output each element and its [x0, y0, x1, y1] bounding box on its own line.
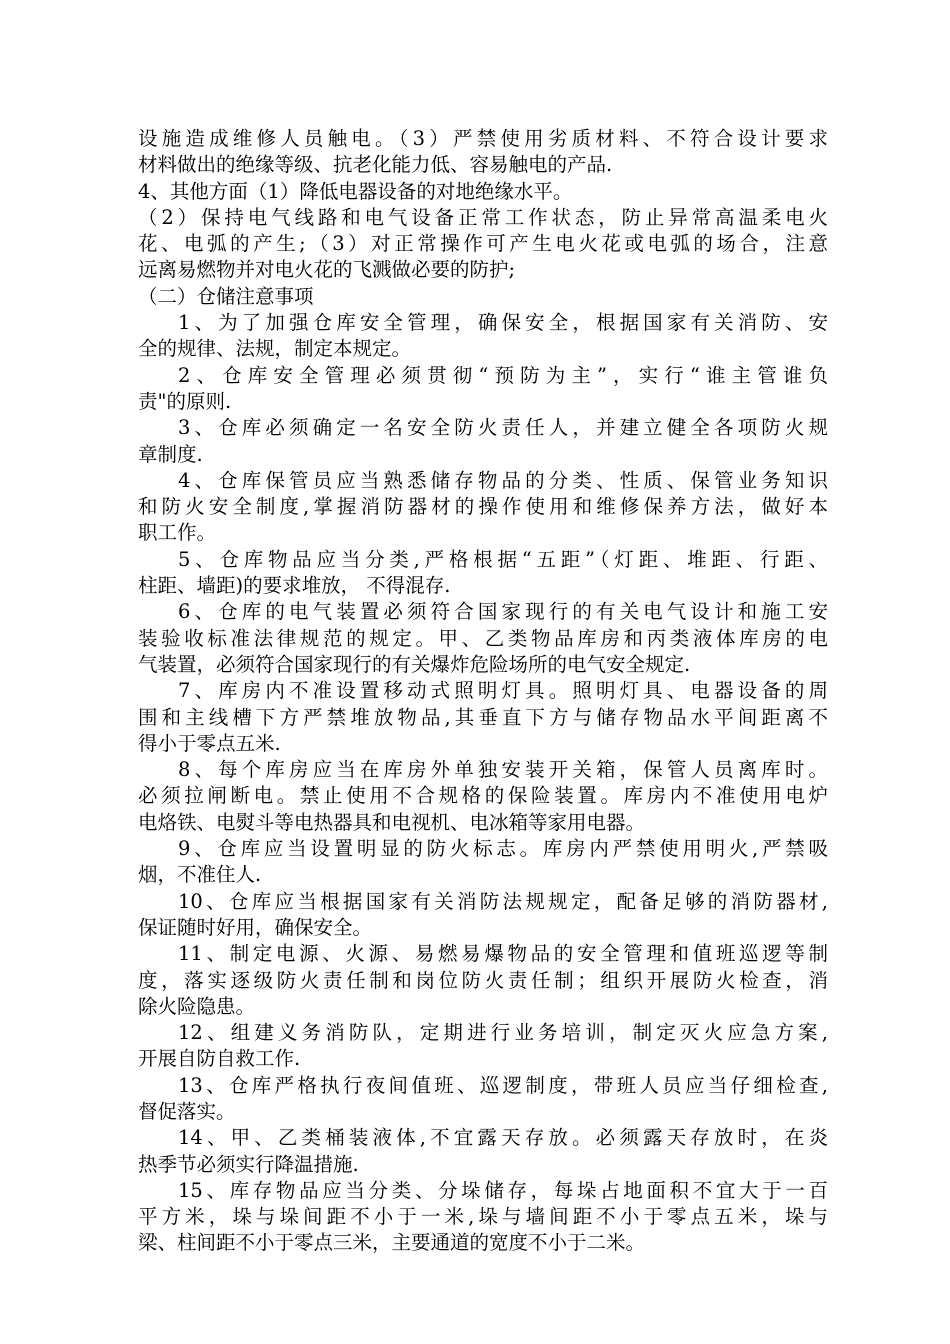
text-line: （二）仓储注意事项 — [138, 284, 314, 308]
text-line: 除火险隐患。 — [138, 994, 256, 1018]
text-line: 度，落实逐级防火责任制和岗位防火责任制；组织开展防火检查，消 — [138, 968, 828, 992]
text-line: 职工作。 — [138, 521, 217, 545]
text-line: 材料做出的绝缘等级、抗老化能力低、容易触电的产品. — [138, 153, 613, 177]
text-line: 开展自防自救工作. — [138, 1047, 301, 1071]
text-line: 5、仓库物品应当分类,严格根据“五距”（灯距、堆距、行距、 — [178, 547, 828, 571]
text-line: 11、制定电源、火源、易燃易爆物品的安全管理和值班巡逻等制 — [178, 942, 828, 966]
text-line: 花、电弧的产生;（3）对正常操作可产生电火花或电弧的场合，注意 — [138, 232, 828, 256]
text-line: 柱距、墙距)的要求堆放， 不得混存. — [138, 574, 451, 598]
text-line: 得小于零点五米. — [138, 731, 281, 755]
text-line: 7、库房内不准设置移动式照明灯具。照明灯具、电器设备的周 — [178, 679, 828, 703]
text-line: 10、仓库应当根据国家有关消防法规规定，配备足够的消防器材, — [178, 889, 828, 913]
text-line: 梁、柱间距不小于零点三米，主要通道的宽度不小于二米。 — [138, 1231, 646, 1255]
text-line: 全的规律、法规，制定本规定。 — [138, 337, 412, 361]
text-line: 围和主线槽下方严禁堆放物品,其垂直下方与储存物品水平间距离不 — [138, 705, 828, 729]
text-line: 1、为了加强仓库安全管理，确保安全，根据国家有关消防、安 — [178, 311, 828, 335]
text-line: 平方米，垛与垛间距不小于一米,垛与墙间距不小于零点五米，垛与 — [138, 1205, 828, 1229]
text-line: （2）保持电气线路和电气设备正常工作状态，防止异常高温柔电火 — [138, 205, 828, 229]
text-line: 和防火安全制度,掌握消防器材的操作使用和维修保养方法，做好本 — [138, 495, 828, 519]
text-line: 9、仓库应当设置明显的防火标志。库房内严禁使用明火,严禁吸 — [178, 837, 828, 861]
text-line: 13、仓库严格执行夜间值班、巡逻制度，带班人员应当仔细检查, — [178, 1073, 828, 1097]
text-line: 烟，不准住人. — [138, 863, 262, 887]
text-line: 责"的原则. — [138, 389, 232, 413]
text-line: 必须拉闸断电。禁止使用不合规格的保险装置。库房内不准使用电炉 — [138, 784, 828, 808]
document-page — [138, 126, 828, 1257]
text-line: 6、仓库的电气装置必须符合国家现行的有关电气设计和施工安 — [178, 600, 828, 624]
text-line: 15、库存物品应当分类、分垛储存，每垛占地面积不宜大于一百 — [178, 1178, 828, 1202]
text-line: 气装置，必须符合国家现行的有关爆炸危险场所的电气安全规定. — [138, 652, 691, 676]
text-line: 督促落实。 — [138, 1099, 236, 1123]
text-line: 2、仓库安全管理必须贯彻“预防为主”，实行“谁主管谁负 — [178, 363, 828, 387]
text-line: 8、每个库房应当在库房外单独安装开关箱，保管人员离库时。 — [178, 758, 828, 782]
text-line: 14、甲、乙类桶装液体,不宜露天存放。必须露天存放时，在炎 — [178, 1126, 828, 1150]
text-line: 设施造成维修人员触电。（3）严禁使用劣质材料、不符合设计要求 — [138, 127, 828, 150]
text-line: 远离易燃物并对电火花的飞溅做必要的防护; — [138, 258, 516, 282]
text-line: 章制度. — [138, 442, 203, 466]
text-line: 保证随时好用，确保安全。 — [138, 915, 373, 939]
text-line: 4、仓库保管员应当熟悉储存物品的分类、性质、保管业务知识 — [178, 468, 828, 492]
text-line: 4、其他方面（1）降低电器设备的对地绝缘水平。 — [138, 179, 573, 203]
text-line: 3、仓库必须确定一名安全防火责任人，并建立健全各项防火规 — [178, 416, 828, 440]
text-line: 装验收标准法律规范的规定。甲、乙类物品库房和丙类液体库房的电 — [138, 626, 828, 650]
text-line: 12、组建义务消防队，定期进行业务培训，制定灭火应急方案, — [178, 1021, 828, 1045]
text-line: 热季节必须实行降温措施. — [138, 1152, 359, 1176]
text-line: 电烙铁、电熨斗等电热器具和电视机、电冰箱等家用电器。 — [138, 810, 646, 834]
